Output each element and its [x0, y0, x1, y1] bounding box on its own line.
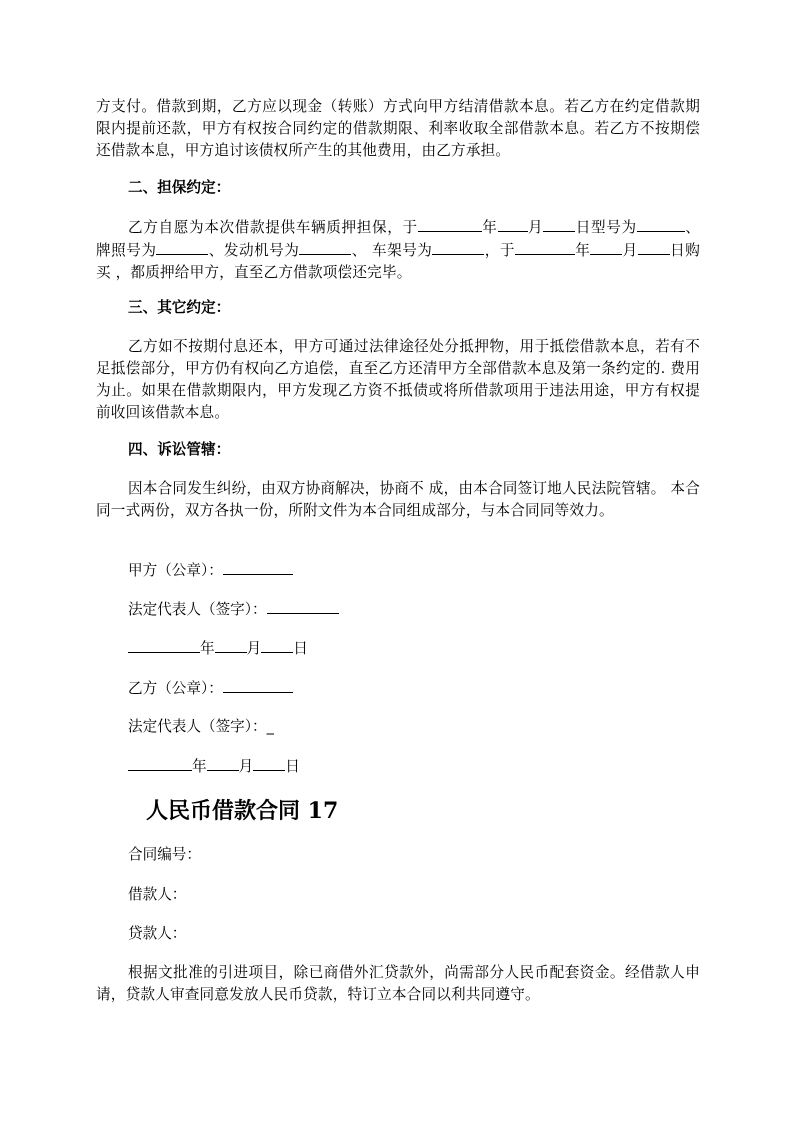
guarantee-text-part: 、发动机号为: [208, 242, 300, 259]
blank-field: [543, 216, 575, 232]
date-blank: [215, 637, 247, 653]
blank-field: [638, 239, 670, 255]
party-a-seal-line: [128, 559, 293, 582]
party-b-rep-line: [128, 716, 274, 738]
party-a-seal-label: 甲方（公章）：: [128, 562, 223, 579]
paragraph-opening: 根据文批准的引进项目，除已商借外汇贷款外，尚需部分人民币配套资金。经借款人申请，贷款人审查同意发放人民币贷款，特订立本合同以利共同遵守。: [96, 964, 700, 1003]
contract-number-label: 合同编号：: [128, 846, 201, 863]
paragraph-jurisdiction: 因本合同发生纠纷，由双方协商解决，协商不 成，由本合同签订地人民法院管辖。 本合同一式两份，双方各执一份，所附文件为本合同组成部分，与本合同同等效力。: [96, 480, 700, 519]
party-b-rep-label: 法定代表人（签字）：_: [128, 718, 274, 735]
signature-blank: [267, 598, 339, 614]
party-b-seal-line: [128, 677, 293, 700]
guarantee-text-part: ，于: [484, 242, 515, 259]
date-blank: [261, 637, 293, 653]
borrower-label: 借款人：: [128, 886, 187, 903]
blank-field: [498, 216, 528, 232]
date-year-label: 年: [200, 640, 215, 657]
blank-field: [432, 239, 484, 255]
date-blank: [128, 755, 192, 771]
guarantee-text-part: 月: [622, 242, 638, 259]
paragraph-guarantee-terms: [96, 216, 700, 284]
blank-field: [515, 239, 575, 255]
paragraph-other-terms: 乙方如不按期付息还本，甲方可通过法律途径处分抵押物，用于抵偿借款本息，若有不足抵偿部分，甲方仍有权向乙方追偿，直至乙方还清甲方全部借款本息及第一条约定的. 费用为止。如果在借款期限内，甲方发现乙方资不抵债或将所借款项用于违法用途，甲方有权提前收回该借款本息。: [96, 338, 700, 421]
guarantee-text-part: 乙方自愿为本次借款提供车辆质押担保，于: [128, 219, 418, 236]
blank-field: [299, 239, 351, 255]
party-b-date-line: [128, 755, 300, 778]
party-a-date-line: [128, 637, 308, 660]
party-b-seal-label: 乙方（公章）：: [128, 680, 223, 697]
date-month-label: 月: [246, 640, 262, 657]
guarantee-text-part: 日购买 ，都质押给甲方，直至乙方借款项偿还完毕。: [96, 242, 700, 281]
guarantee-text-part: 月: [527, 219, 544, 236]
guarantee-text-part: 、 车架号为: [351, 242, 433, 259]
guarantee-text-part: 日型号为: [575, 219, 637, 236]
blank-field: [418, 216, 482, 232]
blank-field: [156, 239, 208, 255]
party-a-rep-line: [128, 598, 339, 621]
party-a-rep-label: 法定代表人（签字）：: [128, 601, 267, 618]
signature-blank: [223, 677, 293, 693]
blank-field: [590, 239, 622, 255]
date-month-label: 月: [238, 758, 254, 775]
contract-title: 人民币借款合同 17: [146, 798, 339, 824]
signature-blank: [223, 559, 293, 575]
guarantee-text-part: 年: [574, 242, 591, 259]
lender-label: 贷款人：: [128, 925, 187, 942]
section-heading-jurisdiction: 四、诉讼管辖：: [128, 441, 231, 458]
date-year-label: 年: [192, 758, 207, 775]
date-blank: [207, 755, 239, 771]
date-day-label: 日: [285, 758, 300, 775]
guarantee-text-part: 年: [481, 219, 498, 236]
section-heading-other-terms: 三、其它约定：: [128, 299, 231, 316]
blank-field: [637, 216, 685, 232]
section-heading-guarantee: 二、担保约定：: [128, 179, 231, 196]
paragraph-repayment-terms: 方支付。借款到期，乙方应以现金（转账）方式向甲方结清借款本息。若乙方在约定借款期限内提前还款，甲方有权按合同约定的借款期限、利率收取全部借款本息。若乙方不按期偿还借款本息，甲方追讨该债权所产生的其他费用，由乙方承担。: [96, 98, 700, 159]
date-blank: [253, 755, 285, 771]
date-blank: [128, 637, 200, 653]
guarantee-text-part: 、牌照号为: [96, 219, 701, 259]
date-day-label: 日: [293, 640, 308, 657]
